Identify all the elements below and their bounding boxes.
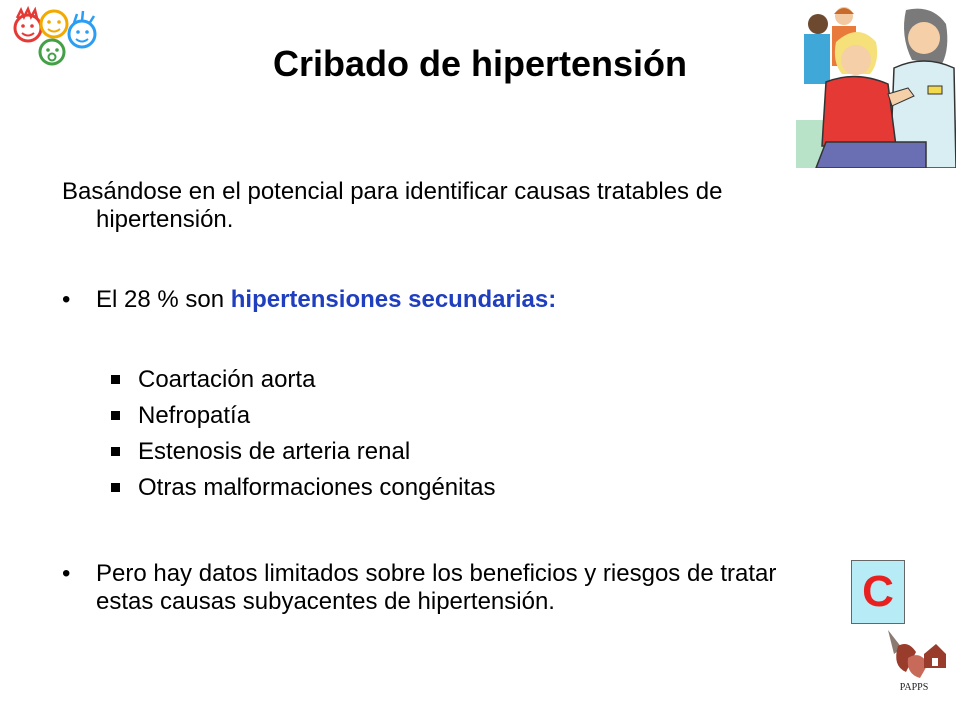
papps-hands-house-logo-icon bbox=[880, 628, 948, 712]
secondary-causes-list bbox=[108, 362, 496, 506]
bullet-text: El 28 % son bbox=[96, 286, 231, 313]
list-item: Estenosis de arteria renal bbox=[108, 434, 496, 470]
bullet-marker: • bbox=[62, 286, 71, 313]
papps-logo-label: PAPPS bbox=[899, 682, 929, 693]
bullet-secondary-hypertension bbox=[62, 286, 806, 314]
bullet-marker: • bbox=[62, 560, 71, 587]
highlight-text: hipertensiones secundarias: bbox=[230, 286, 557, 313]
intro-text: Basándose en el potencial para identificar causas tratables de hipertensión. bbox=[62, 178, 723, 233]
page-title: Cribado de hipertensión bbox=[272, 43, 688, 84]
recommendation-grade-badge: C bbox=[851, 560, 905, 624]
list-item: Nefropatía bbox=[108, 398, 496, 434]
bullet-limited-data bbox=[62, 560, 806, 616]
list-item: Coartación aorta bbox=[108, 362, 496, 398]
nurse-vaccination-clipart-icon bbox=[796, 2, 956, 168]
children-faces-logo-icon bbox=[8, 4, 100, 70]
bullet-text: Pero hay datos limitados sobre los beneficios y riesgos de tratar estas causas subyacentes de hipertensión. bbox=[96, 560, 777, 615]
list-item: Otras malformaciones congénitas bbox=[108, 470, 496, 506]
